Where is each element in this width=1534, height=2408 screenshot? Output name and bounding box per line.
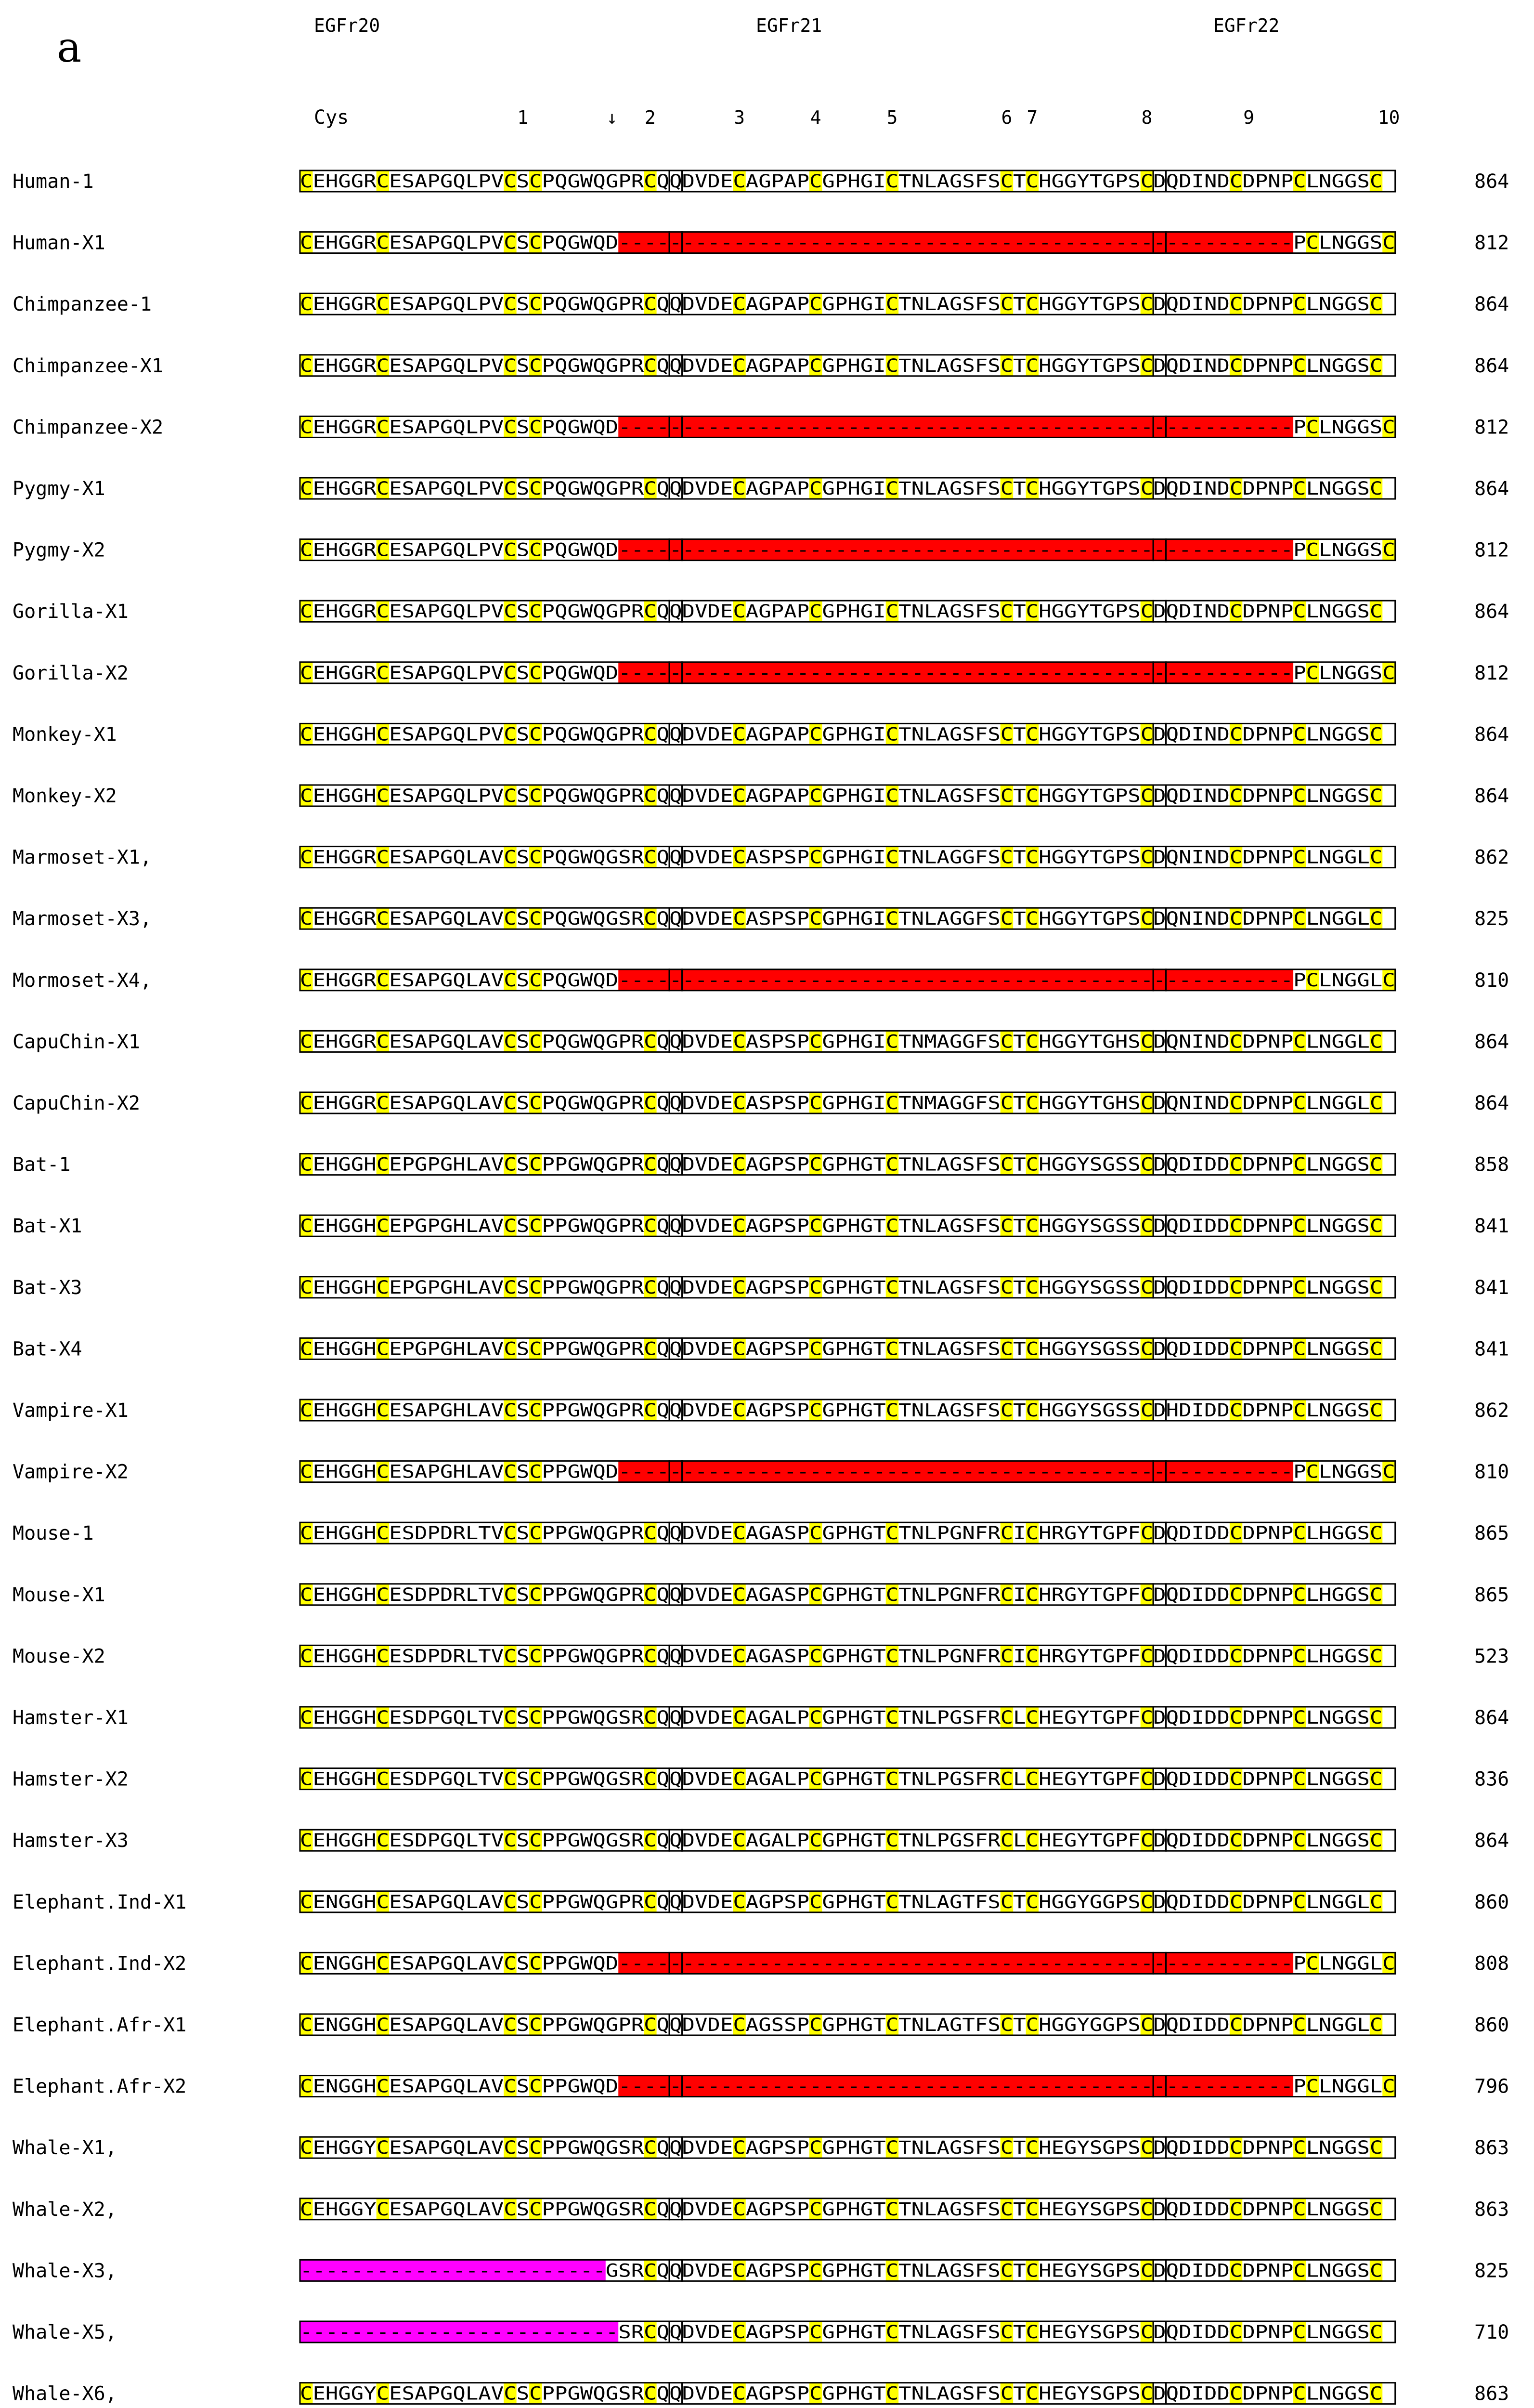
sequence-text: CEHGGHCESAPGHLAVCSCPPGWQGPRCQQDVDECAGPSPCGPHGTCTNLAGSFSCTCHGGYSGSSCDHDIDDCDPNPCLNGGSC [300,1400,1383,1421]
sequence-text: CEHGGRCESAPGQLPVCSCPQGWQD-----------------------------------------------------PCLNGGSC [300,539,1395,561]
species-label: Gorilla-X1 [13,601,129,623]
sequence-text: CEHGGHCESAPGHLAVCSCPPGWQD-----------------------------------------------------PCLNGGSC [300,1461,1395,1482]
panel-label: a [57,24,82,72]
sequence-text: CEHGGYCESAPGQLAVCSCPPGWQGSRCQQDVDECAGPSPCGPHGTCTNLAGSFSCTCHEGYSGPSCDQDIDDCDPNPCLNGGSC [300,2199,1383,2220]
region-label-egfr20: EGFr20 [314,15,380,36]
sequence-text: CEHGGRCESAPGQLPVCSCPQGWQD-----------------------------------------------------PCLNGGSC [300,232,1395,253]
species-label: Hamster-X3 [13,1830,129,1852]
species-label: Whale-X5, [13,2321,117,2343]
sequence-text: CENGGHCESAPGQLAVCSCPPGWQGPRCQQDVDECAGPSPCGPHGTCTNLAGTFSCTCHGGYGGPSCDQDIDDCDPNPCLNGGLC [300,1891,1383,1912]
species-label: Bat-X4 [13,1338,82,1361]
species-label: Mouse-1 [13,1522,94,1545]
sequence-text: CEHGGHCESDPGQLTVCSCPPGWQGSRCQQDVDECAGALPCGPHGTCTNLPGSFRCLCHEGYTGPFCDQDIDDCDPNPCLNGGSC [300,1707,1383,1728]
sequence-text: ------------------------GSRCQQDVDECAGPSPCGPHGTCTNLAGSFSCTCHEGYSGPSCDQDIDDCDPNPCLNGGSC [300,2260,1383,2281]
sequence-text: CEHGGRCESAPGQLPVCSCPQGWQD-----------------------------------------------------PCLNGGSC [300,662,1395,683]
sequence-length: 825 [1474,908,1509,930]
sequence-length: 812 [1474,232,1509,254]
sequence-text: CEHGGRCESAPGQLPVCSCPQGWQGPRCQQDVDECAGPAPCGPHGICTNLAGSFSCTCHGGYTGPSCDQDINDCDPNPCLNGGSC [300,294,1383,315]
sequence-length: 864 [1474,1092,1509,1114]
sequence-length: 864 [1474,1830,1509,1852]
sequence-text: CEHGGHCESDPDRLTVCSCPPGWQGPRCQQDVDECAGASPCGPHGTCTNLPGNFRCICHRGYTGPFCDQDIDDCDPNPCLHGGSC [300,1646,1383,1667]
sequence-text: CEHGGHCESAPGQLPVCSCPQGWQGPRCQQDVDECAGPAPCGPHGICTNLAGSFSCTCHGGYTGPSCDQDINDCDPNPCLNGGSC [300,785,1383,806]
sequence-text: CEHGGHCESDPGQLTVCSCPPGWQGSRCQQDVDECAGALPCGPHGTCTNLPGSFRCLCHEGYTGPFCDQDIDDCDPNPCLNGGSC [300,1768,1383,1790]
sequence-length: 812 [1474,662,1509,684]
sequence-text: CEHGGHCEPGPGHLAVCSCPPGWQGPRCQQDVDECAGPSPCGPHGTCTNLAGSFSCTCHGGYSGSSCDQDIDDCDPNPCLNGGSC [300,1338,1383,1360]
sequence-length: 864 [1474,293,1509,316]
species-label: Mouse-X2 [13,1645,105,1668]
cys-number: 3 [734,107,745,128]
sequence-length: 810 [1474,1461,1509,1483]
cys-number: 6 [1001,107,1013,128]
sequence-length: 523 [1474,1645,1509,1668]
species-label: Bat-X3 [13,1276,82,1299]
species-label: Monkey-X2 [13,785,117,807]
species-label: Elephant.Afr-X2 [13,2075,187,2098]
sequence-length: 860 [1474,2014,1509,2036]
species-label: Whale-X1, [13,2137,117,2159]
sequence-length: 812 [1474,416,1509,439]
sequence-text: CEHGGHCESDPDRLTVCSCPPGWQGPRCQQDVDECAGASPCGPHGTCTNLPGNFRCICHRGYTGPFCDQDIDDCDPNPCLHGGSC [300,1523,1383,1544]
species-label: CapuChin-X2 [13,1092,140,1114]
cys-number: 10 [1378,107,1400,128]
species-label: Elephant.Ind-X2 [13,1952,187,1975]
species-label: Monkey-X1 [13,723,117,746]
sequence-text: CEHGGRCESAPGQLPVCSCPQGWQD-----------------------------------------------------PCLNGGSC [300,417,1395,438]
sequence-text: CENGGHCESAPGQLAVCSCPPGWQD-----------------------------------------------------PCLNGGLC [300,1953,1395,1974]
species-label: Whale-X6, [13,2382,117,2405]
sequence-length: 864 [1474,1707,1509,1729]
sequence-length: 864 [1474,601,1509,623]
sequence-length: 865 [1474,1584,1509,1606]
cys-number: ↓ [606,107,618,128]
species-label: CapuChin-X1 [13,1031,140,1053]
cys-number: 5 [886,107,898,128]
sequence-text: -------------------------SRCQQDVDECAGPSPCGPHGTCTNLAGSFSCTCHEGYSGPSCDQDIDDCDPNPCLNGGSC [300,2322,1383,2343]
sequence-length: 858 [1474,1153,1509,1176]
species-label: Gorilla-X2 [13,662,129,684]
sequence-text: CEHGGRCESAPGQLPVCSCPQGWQGPRCQQDVDECAGPAPCGPHGICTNLAGSFSCTCHGGYTGPSCDQDINDCDPNPCLNGGSC [300,601,1383,622]
species-label: Chimpanzee-X1 [13,354,164,377]
sequence-length: 865 [1474,1522,1509,1545]
cys-number: 1 [517,107,529,128]
sequence-text: CENGGHCESAPGQLAVCSCPPGWQGPRCQQDVDECAGSSPCGPHGTCTNLAGTFSCTCHGGYGGPSCDQDIDDCDPNPCLNGGLC [300,2015,1383,2035]
sequence-text: CEHGGHCEPGPGHLAVCSCPPGWQGPRCQQDVDECAGPSPCGPHGTCTNLAGSFSCTCHGGYSGSSCDQDIDDCDPNPCLNGGSC [300,1154,1383,1175]
sequence-text: CEHGGRCESAPGQLAVCSCPQGWQGSRCQQDVDECASPSPCGPHGICTNLAGGFSCTCHGGYTGPSCDQNINDCDPNPCLNGGLC [300,847,1383,868]
species-label: Human-1 [13,170,94,193]
species-label: Marmoset-X1, [13,846,152,869]
cys-number: 9 [1243,107,1254,128]
species-label: Hamster-X2 [13,1768,129,1791]
sequence-length: 864 [1474,354,1509,377]
sequence-text: CENGGHCESAPGQLAVCSCPPGWQD-----------------------------------------------------PCLNGGLC [300,2076,1395,2097]
sequence-length: 812 [1474,539,1509,562]
sequence-text: CEHGGYCESAPGQLAVCSCPPGWQGSRCQQDVDECAGPSPCGPHGTCTNLAGSFSCTCHEGYSGPSCDQDIDDCDPNPCLNGGSC [300,2137,1383,2159]
species-label: Whale-X3, [13,2260,117,2282]
species-label: Whale-X2, [13,2198,117,2221]
sequence-length: 863 [1474,2137,1509,2159]
cys-number: 4 [810,107,821,128]
sequence-length: 810 [1474,969,1509,992]
species-label: Human-X1 [13,232,105,254]
species-label: Vampire-X2 [13,1461,129,1483]
sequence-text: CEHGGHCEPGPGHLAVCSCPPGWQGPRCQQDVDECAGPSPCGPHGTCTNLAGSFSCTCHGGYSGSSCDQDIDDCDPNPCLNGGSC [300,1216,1383,1237]
species-label: Pygmy-X1 [13,478,105,500]
sequence-text: CEHGGHCEPGPGHLAVCSCPPGWQGPRCQQDVDECAGPSPCGPHGTCTNLAGSFSCTCHGGYSGSSCDQDIDDCDPNPCLNGGSC [300,1277,1383,1298]
cys-number: 7 [1027,107,1038,128]
species-label: Pygmy-X2 [13,539,105,562]
sequence-text: CEHGGRCESAPGQLAVCSCPQGWQGPRCQQDVDECASPSPCGPHGICTNMAGGFSCTCHGGYTGHSCDQNINDCDPNPCLNGGLC [300,1031,1383,1052]
species-label: Bat-X1 [13,1215,82,1238]
sequence-length: 836 [1474,1768,1509,1791]
sequence-length: 841 [1474,1338,1509,1361]
sequence-text: CEHGGRCESAPGQLAVCSCPQGWQGPRCQQDVDECASPSPCGPHGICTNMAGGFSCTCHGGYTGHSCDQNINDCDPNPCLNGGLC [300,1093,1383,1113]
species-label: Chimpanzee-1 [13,293,152,316]
sequence-length: 864 [1474,478,1509,500]
species-label: Bat-1 [13,1153,71,1176]
sequence-length: 841 [1474,1215,1509,1238]
sequence-length: 710 [1474,2321,1509,2343]
sequence-text: CEHGGYCESAPGQLAVCSCPPGWQGSRCQQDVDECAGPSPCGPHGTCTNLAGSFSCTCHEGYSGPSCDQDIDDCDPNPCLNGGSC [300,2383,1383,2404]
sequence-text: CEHGGRCESAPGQLPVCSCPQGWQGPRCQQDVDECAGPAPCGPHGICTNLAGSFSCTCHGGYTGPSCDQDINDCDPNPCLNGGSC [300,355,1383,376]
cys-label: Cys [314,106,349,129]
species-label: Marmoset-X3, [13,908,152,930]
sequence-length: 864 [1474,723,1509,746]
sequence-length: 864 [1474,1031,1509,1053]
region-label-egfr22: EGFr22 [1213,15,1280,36]
sequence-text: CEHGGRCESAPGQLAVCSCPQGWQD-----------------------------------------------------PCLNGGLC [300,969,1395,991]
species-label: Chimpanzee-X2 [13,416,164,439]
sequence-text: CEHGGRCESAPGQLAVCSCPQGWQGSRCQQDVDECASPSPCGPHGICTNLAGGFSCTCHGGYTGPSCDQNINDCDPNPCLNGGLC [300,908,1383,929]
species-label: Elephant.Afr-X1 [13,2014,187,2036]
species-label: Elephant.Ind-X1 [13,1891,187,1913]
sequence-length: 862 [1474,1400,1509,1422]
sequence-length: 863 [1474,2382,1509,2405]
sequence-length: 864 [1474,170,1509,193]
sequence-length: 796 [1474,2075,1509,2098]
sequence-length: 862 [1474,846,1509,869]
region-label-egfr21: EGFr21 [756,15,822,36]
sequence-length: 808 [1474,1952,1509,1975]
sequence-text: CEHGGHCESDPGQLTVCSCPPGWQGSRCQQDVDECAGALPCGPHGTCTNLPGSFRCLCHEGYTGPFCDQDIDDCDPNPCLNGGSC [300,1830,1383,1851]
sequence-length: 864 [1474,785,1509,807]
sequence-length: 825 [1474,2260,1509,2282]
cys-number: 2 [644,107,656,128]
sequence-length: 863 [1474,2198,1509,2221]
sequence-text: CEHGGHCESDPDRLTVCSCPPGWQGPRCQQDVDECAGASPCGPHGTCTNLPGNFRCICHRGYTGPFCDQDIDDCDPNPCLHGGSC [300,1584,1383,1605]
cys-number: 8 [1141,107,1153,128]
species-label: Mormoset-X4, [13,969,152,992]
sequence-length: 841 [1474,1276,1509,1299]
sequence-text: CEHGGRCESAPGQLPVCSCPQGWQGPRCQQDVDECAGPAPCGPHGICTNLAGSFSCTCHGGYTGPSCDQDINDCDPNPCLNGGSC [300,171,1383,192]
sequence-text: CEHGGRCESAPGQLPVCSCPQGWQGPRCQQDVDECAGPAPCGPHGICTNLAGSFSCTCHGGYTGPSCDQDINDCDPNPCLNGGSC [300,478,1383,499]
sequence-text: CEHGGHCESAPGQLPVCSCPQGWQGPRCQQDVDECAGPAPCGPHGICTNLAGSFSCTCHGGYTGPSCDQDINDCDPNPCLNGGSC [300,724,1383,745]
species-label: Mouse-X1 [13,1584,105,1606]
sequence-length: 860 [1474,1891,1509,1913]
species-label: Vampire-X1 [13,1400,129,1422]
species-label: Hamster-X1 [13,1707,129,1729]
